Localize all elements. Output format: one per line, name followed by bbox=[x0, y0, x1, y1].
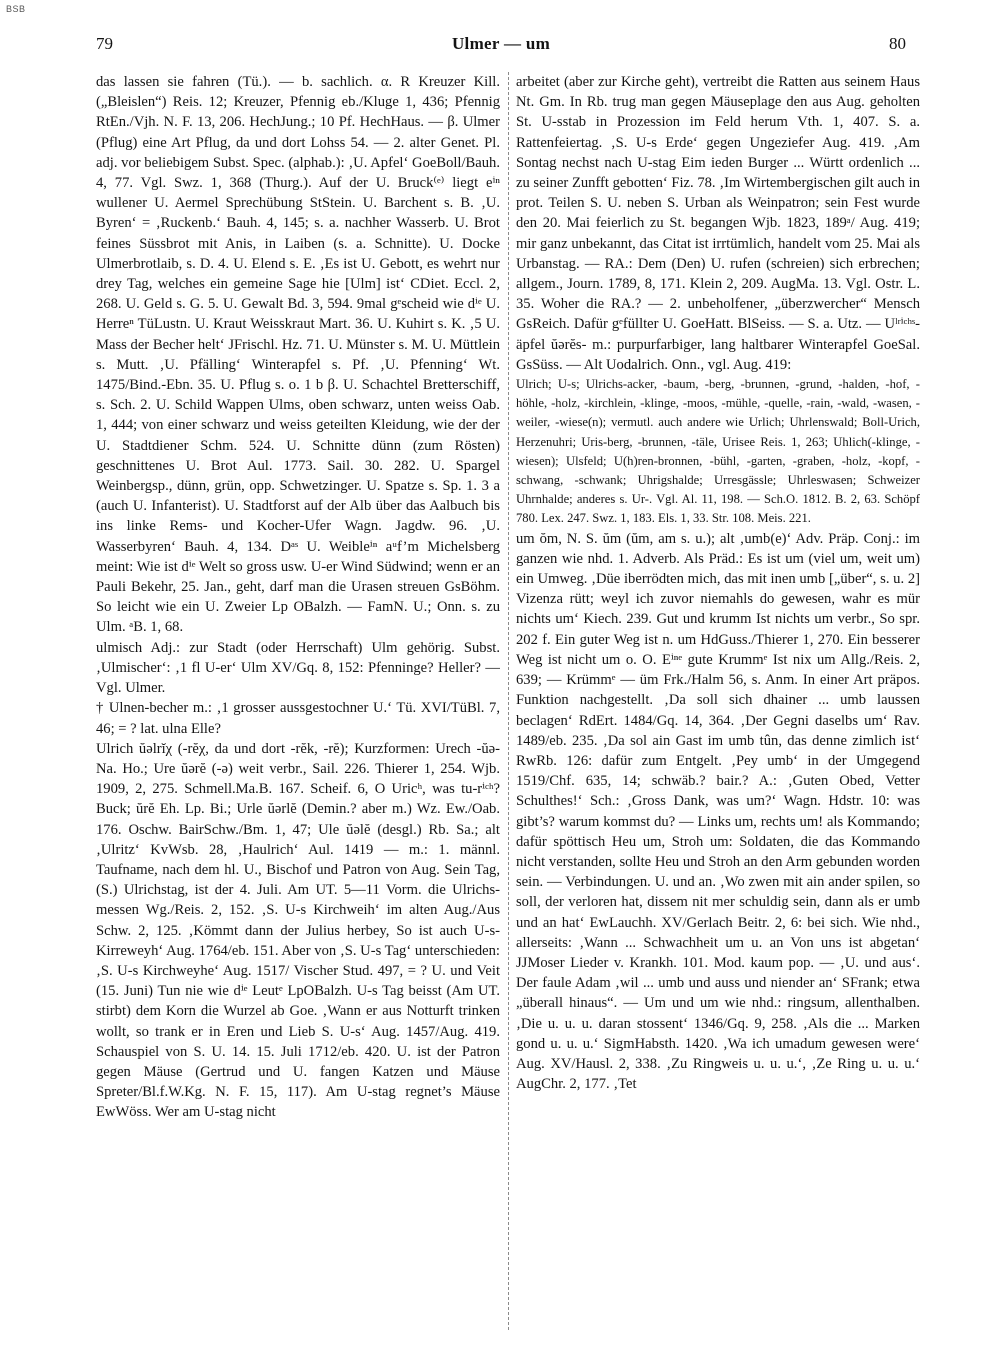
page-number-left: 79 bbox=[96, 34, 113, 53]
left-column bbox=[96, 72, 500, 1352]
entry-paragraph: um ŏm, N. S. ŭm (ŭm, am s. u.); alt ‚umb(e)‘ Adv. Präp. Conj.: im ganzen wie nhd. 1. Adverb. Als Präd.: Es ist um (viel um, weit um) ein Umweg. ‚Düe iberrödten mich, das mit inen umb [„über“, s. u. 2] Vizenza rütt; weyl ich zuvor niemahls do gewesen, wahr es mür nichts um‘ Kiech. 239. Gut und krumm Ist nichts um verbr., So spr. 202 f. Ein guter Weg ist n. um HdGuss./Thierer 1, 270. Ein besserer Weg ist nicht um o. O. Eⁱⁿᵉ gute Krummᵉ Ist nix um Allg./Reis. 2, 639; — Krümmᵉ — üm Frk./Halm 56, s. Anm. In einer Art präpos. Funktion nachgestellt. ‚Da soll sich dhainer ... umb laussen beclagen‘ RdErt. 1484/Gq. 14, 364. ‚Der Gegni daselbs um‘ Rav. 1489/eb. 235. ‚Da sol ain Gast im umb tûn, das denne zimlich ist‘ RwRb. 126: dafür zum Entgelt. ‚Pey umb‘ in der Umgegend 1519/Chf. 635, 14; schwäb.? bair.? A.: ‚Guten Obed, Vetter Schulthes!‘ Sch.: ‚Gross Dank, was um?‘ Wagn. Hdstr. 10: was gibt’s? warum kommst du? — Links um, rechts um! als Kommando; dafür spöttisch Heu um, Stroh um: Soldaten, die das Kommando nicht verstanden, sollte Heu und Stroh an den Arm gebunden worden sein. — Verbindungen. U. und an. ‚Wo zwen mit ain ander spilen, so soll, der verloren hat, dissem nit mer schuldig sein, dann als er umb und an hat‘ EwLauchh. XV/Gerlach Beitr. 2, 6: bei sich. Wie nhd., allerseits: ‚Wann ... Schwachheit um u. an Von uns ist abgetan‘ JJMoser Lieder v. Krankh. 101. Mod. kaum pop. — ‚U. und aus‘. Der faule Adam ‚wil ... umb und auss und niender an‘ SFrank; etwa „überall hinaus“. — Um und um wie nhd.: ringsum, allenthalben. ‚Die u. u. u. daran stossent‘ 1346/Gq. 9, 258. ‚Als die ... Marken gond u. u. u.‘ SigmHabsth. 1420. ‚Wa ich umadum gewesen were‘ Aug. XV/Hausl. 2, 338. ‚Zu Ringweis u. u. u.‘, ‚Ze Ring u. u. u.‘ AugChr. 2, 177. ‚Tet bbox=[516, 530, 920, 1093]
place-names-paragraph: Ulrich; U-s; Ulrichs-acker, -baum, -berg, -brunnen, -grund, -halden, -hof, -höhle, -holz, -kirchlein, -klinge, -moos, -mühle, -quelle, -rain, -wald, -wasen, -weiler, -wiese(n); vermutl. auch andere wie Urlich; Uhrlenswald; Boll-Urich, Herzenuhri; Uris-berg, -brunnen, -täle, Urisee Reis. 1, 263; Uhlich(-klinge, -wiesen); Ulsfeld; U(h)ren-bronnen, -bühl, -garten, -graben, -holz, -kopf, -schwang, -schwank; Uhrigshalde; Urresgässle; Uhrleswasen; Schweizer Uhrnhalde; anderes s. Ur-. Vgl. Al. 11, 198. — Sch.O. 1812. B. 2, 63. Schöpf 780. Lex. 247. Swz. 1, 183. Els. 1, 33. Str. 108. Meis. 221. bbox=[516, 377, 920, 526]
page-number-right: 80 bbox=[889, 34, 906, 53]
entry-paragraph: † Ulnen-becher m.: ‚1 grosser aussgestochner U.‘ Tü. XVI/TüBl. 7, 46; = ? lat. ulna Elle? bbox=[96, 700, 500, 737]
right-column bbox=[516, 72, 920, 1352]
running-head: Ulmer — um bbox=[451, 34, 551, 53]
entry-paragraph: Ulrich ŭəlrĭχ (-rĕχ, da und dort -rĕk, -rĕ); Kurzformen: Urech -ŭə- Na. Ho.; Ure ŭərĕ (-ə) weit verbr., Sail. 226. Thierer 1, 254. Wjb. 1909, 2, 275. Schmell.Ma.B. 167. Scheif. 6, O Uricʰ, was tu-rⁱᶜʰ? Buck; ŭrĕ Eh. Lp. Bi.; Urle ŭərlĕ (Demin.? aber m.) Wz. Ew./Oab. 176. Oschw. BairSchw./Bm. 1, 47; Ule ŭəlĕ (desgl.) Rb. Sa.; alt ‚Ulritz‘ KvWsb. 28, ‚Haulrich‘ Aul. 1419 — m.: 1. männl. Taufname, nach dem hl. U., Bischof und Patron von Aug. Sein Tag, (S.) Ulrichstag, ist der 4. Juli. Am UT. 5—11 Vorm. die Ulrichs-messen Wg./Reis. 2, 152. ‚S. U-s Kirchweih‘ im alten Aug./Aus Schw. 2, 125. ‚Kömmt dann der Julius herbey, So ist auch U-s-Kirreweyh‘ Aug. 1764/eb. 151. Aber von ‚S. U-s Tag‘ unterschieden: ‚S. U-s Kirchweyhe‘ Aug. 1517/ Vischer Stud. 497, = ? U. und Veit (15. Juni) Tun nie wie dⁱᵉ Leutᵉ LpOBalzh. U-s Tag beisst (Am UT. stirbt) dem Korn die Wurzel ab Goe. ‚Wann er aus Notturft trinken wollt, so trank er in Eren und Lieb S. U-s‘ Aug. 1457/Aug. 419. Schauspiel von S. U. 14. 15. Juli 1712/eb. 420. U. ist der Patron gegen Mäuse (Gertrud und U. fangen Katzen und Mäuse Spreter/Bl.f.W.Kg. N. F. 15, 117). Am U-stag regnet’s Mäuse EwWöss. Wer am U-stag nicht bbox=[96, 740, 500, 1121]
column-divider bbox=[508, 72, 509, 1330]
entry-paragraph: ulmisch Adj.: zur Stadt (oder Herrschaft) Ulm gehörig. Subst. ‚Ulmischer‘: ‚1 fl U-er‘ Ulm XV/Gq. 8, 152: Pfenninge? Heller? — Vgl. Ulmer. bbox=[96, 639, 500, 697]
page-header bbox=[96, 34, 906, 58]
library-stamp: BSB bbox=[6, 4, 26, 14]
entry-paragraph: arbeitet (aber zur Kirche geht), vertreibt die Ratten aus seinem Haus Nt. Gm. In Rb. trug man gegen Mäuseplage den aus Aug. geholten St. U-sstab in Prozession im Feld herum Vth. 1, 407. S. a. Rattenfeiertag. ‚S. U-s Erde‘ gegen Ungeziefer Aug. 419. ‚Am Sontag nechst nach U-stag Eim ieden Burger ... Württ ordenlich ... zu seiner Zunfft gebotten‘ Fiz. 78. ‚Im Wirtembergischen gilt auch in prot. Teilen S. U. neben S. Urban als Weinpatron; sein Fest wurde den 20. Mai feierlich zu St. begangen Wjb. 1823, 189ᵃ/ Aug. 419; mir ganz unbekannt, das Citat ist irrtümlich, handelt vom 25. Mai als Urbanstag. — RA.: Dem (Den) U. rufen (schreien) sich erbrechen; allgem., Journ. 1789, 8, 171. Klein 2, 209. AugMa. 13. Vgl. Ostr. L. 35. Woher die RA.? — 2. unbeholfener, „überzwercher“ Mensch GsReich. Dafür gᵉfüllter U. GoeHatt. BlSeiss. — S. a. Utz. — Uˡʳⁱᶜʰˢ-äpfel ŭərĕs- m.: purpurfarbiger, lang haltbarer Winterapfel GoeSal. GsSüss. — Alt Uodalrich. Onn., vgl. Aug. 419: bbox=[516, 74, 920, 373]
entry-paragraph: das lassen sie fahren (Tü.). — b. sachlich. α. R Kreuzer Kill. („Bleislen“) Reis. 12; Kreuzer, Pfennig eb./Kluge 1, 436; Pfennig RtEn./Vjh. N. F. 13, 206. HechJung.; 10 Pf. HechHaus. — β. Ulmer (Pflug) eine Art Pflug, da und dort Lohss 54. — 2. alter Genet. Pl. adj. vor beliebigem Subst. Spec. (alphab.): ‚U. Apfel‘ GoeBoll/Bauh. 4, 77. Vgl. Swz. 1, 368 (Thurg.). Auf der U. Bruck⁽ᵉ⁾ liegt eⁱⁿ wullener U. Aermel Sprechübung StStein. U. Barchent s. B. ‚U. Byren‘ = ‚Ruckenb.‘ Bauh. 4, 145; s. a. nachher Wasserb. U. Brot feines Süssbrot mit Anis, in Laiben (s. a. Schnitte). U. Docke Ulmerbrotlaib, s. D. 4. U. Elend s. E. ‚Es ist U. Gebott, es wehrt nur drey Tag, welches ein gemeine Sage hie [Ulm] ist‘ CDiet. Eccl. 2, 268. U. Geld s. G. 5. U. Gewalt Bd. 3, 594. 9mal gᵉscheid wie dⁱᵉ U. Herreⁿ TüLustn. U. Kraut Weisskraut Mart. 36. U. Kuhirt s. K. ‚5 U. Mass der Becher helt‘ JFrischl. Hz. 71. U. Münster s. M. U. Müttlein s. Mutt. ‚U. Pfälling‘ Winterapfel s. Pf. ‚U. Pfenning‘ Wt. 1475/Bind.-Ebn. 35. U. Pflug s. o. 1 b β. U. Schachtel Bretterschiff, s. Sch. 2. U. Schild Wappen Ulms, oben schwarz, unten weiss Oab. 1, 444; von einer schwarz und weiss geteilten Kleidung, wie der der U. Stadtdiener Schm. 524. U. Schnitte dünn (zum Rösten) geschnittenes U. Brot Aul. 1773. Sail. 30. 282. U. Spargel Weinbergsp., dünn, grün, opp. Schwetzinger. U. Spatze s. Sp. 1. 3 a (auch U. Infanterist). U. Stadtforst auf der Alb über das Aalbuch bis ins linke Rems- und Kocher-Ufer Wagn. Jagdw. 96. ‚U. Wasserbyren‘ Bauh. 4, 134. Dᵃˢ U. Weibleⁱⁿ aᵘf’m Michelsberg meint: Wie ist dⁱᵉ Welt so gross usw. U-er Wind Südwind; wenn er an Pauli Bekehr, 25. Jan., geht, darf man die Urasen streuen GsBöhm. So leicht wie ein U. Zweier Lp OBalzh. — FamN. U.; Onn. s. zu Ulm. ᵃB. 1, 68. bbox=[96, 74, 500, 636]
